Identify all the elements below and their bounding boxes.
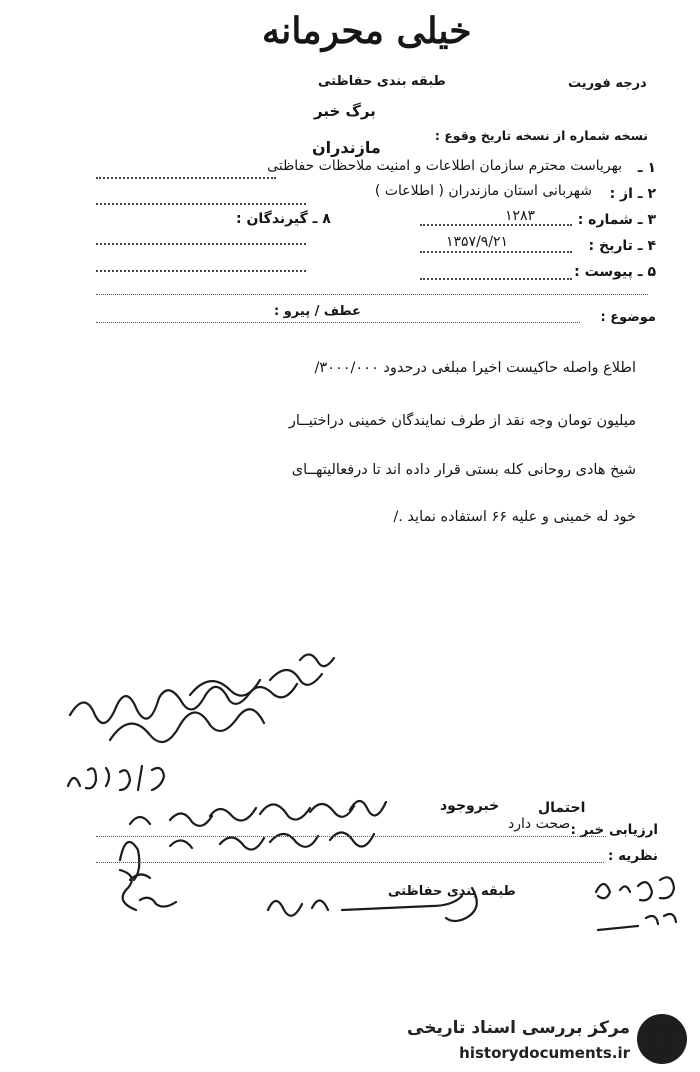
subject-line bbox=[96, 322, 580, 323]
handwritten-numbers-right bbox=[588, 868, 688, 948]
field-number-label: ۳ ـ شماره : bbox=[577, 212, 656, 228]
watermark-logo-icon bbox=[632, 1010, 692, 1068]
field-number-line bbox=[420, 224, 572, 226]
assessment-evaluation-label: ارزیابی خبر : bbox=[570, 822, 658, 838]
field-attachment-label: ۵ ـ پیوست : bbox=[574, 264, 656, 280]
divider-line bbox=[96, 294, 648, 295]
field-recipients-line-2 bbox=[96, 270, 306, 272]
form-name: برگ خبر bbox=[314, 102, 376, 120]
field-from-label: ۲ ـ از : bbox=[609, 186, 656, 202]
field-to-line bbox=[96, 177, 276, 179]
assessment-likely: احتمال bbox=[538, 800, 586, 816]
classification-label: طبقه بندی حفاظتی bbox=[318, 74, 446, 89]
urgency-label: درجه فوریت bbox=[568, 76, 647, 91]
watermark-org: مرکز بررسی اسناد تاریخی bbox=[407, 1018, 630, 1038]
copy-handwritten-place: مازندران bbox=[312, 138, 381, 157]
field-attachment-line bbox=[420, 278, 572, 280]
assessment-exists: خبروجود bbox=[440, 798, 500, 814]
assessment-opinion-label: نظریه : bbox=[608, 848, 658, 864]
watermark-site: historydocuments.ir bbox=[459, 1044, 630, 1062]
field-date-label: ۴ ـ تاریخ : bbox=[588, 238, 656, 254]
copy-number-row: نسخه شماره از نسخه تاریخ وقوع : bbox=[434, 128, 648, 143]
assessment-accuracy: صحت دارد bbox=[508, 816, 571, 832]
body-line-3: شیخ هادی روحانی کله بستی قرار داده اند تا درفعالیتهــای bbox=[291, 462, 636, 478]
reference-label: عطف / پیرو : bbox=[274, 304, 361, 319]
field-recipients-line-1 bbox=[96, 243, 306, 245]
field-from-line bbox=[96, 203, 306, 205]
field-to-label: ۱ ـ bbox=[637, 160, 656, 176]
handwritten-signature-left bbox=[110, 860, 190, 920]
field-recipients-label: ۸ ـ گیرندگان : bbox=[236, 211, 331, 227]
field-date-line bbox=[420, 251, 572, 253]
subject-label: موضوع : bbox=[600, 310, 656, 325]
assessment-line bbox=[96, 836, 606, 837]
field-number-value: ۱۲۸۳ bbox=[505, 208, 536, 224]
opinion-line bbox=[96, 862, 604, 863]
body-line-1: اطلاع واصله حاکیست اخیرا مبلغی درحدود ۳۰۰۰/۰۰۰/ bbox=[314, 360, 636, 376]
field-from-value: شهربانی استان مازندران ( اطلاعات ) bbox=[374, 183, 592, 199]
field-date-value: ۱۳۵۷/۹/۲۱ bbox=[446, 234, 509, 250]
body-line-4: خود له خمینی و علیه ۶۶ استفاده نماید ./ bbox=[393, 509, 636, 525]
body-line-2: میلیون تومان وجه نقد از طرف نمایندگان خمینی دراختیــار bbox=[288, 413, 636, 429]
document-title: خیلی محرمانه bbox=[262, 10, 472, 52]
field-to-value: بهریاست محترم سازمان اطلاعات و امنیت ملاحظات حفاظتی bbox=[267, 158, 622, 174]
footer-classification: طبقه بندی حفاظتی bbox=[388, 884, 516, 899]
